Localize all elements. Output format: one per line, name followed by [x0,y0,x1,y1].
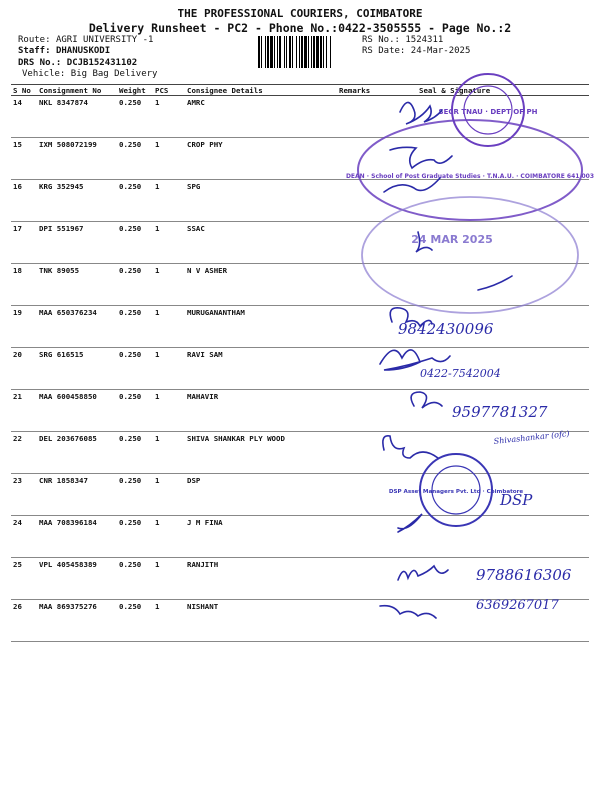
row-pcs: 1 [153,600,185,642]
row-consignment-no: MAA 650376234 [37,306,117,348]
row-sno: 24 [11,516,37,558]
row-pcs: 1 [153,180,185,222]
row-signature [395,138,589,180]
route-line [18,35,153,45]
date-stamp-text: 24 MAR 2025 [411,233,493,246]
row-consignee: CROP PHY [185,138,337,180]
table-row [11,558,589,600]
row-remarks [337,222,395,264]
row-sno: 23 [11,474,37,516]
row19-phone: 9842430096 [398,320,494,338]
row-sno: 17 [11,222,37,264]
dept-stamp-text: SECR TNAU · DEPT OF PH [438,108,538,116]
row-consignment-no: NKL 8347874 [37,96,117,138]
row-signature [395,474,589,516]
row-pcs: 1 [153,138,185,180]
rs-date-line [362,46,470,56]
row-consignee: RAVI SAM [185,348,337,390]
row-consignee: N V ASHER [185,264,337,306]
row-weight: 0.250 [117,558,153,600]
row-consignee: SPG [185,180,337,222]
row-weight: 0.250 [117,390,153,432]
row21-phone: 9597781327 [452,403,548,421]
table-row [11,180,589,222]
row-signature [395,348,589,390]
row-consignment-no: DPI 551967 [37,222,117,264]
row-remarks [337,306,395,348]
row-weight: 0.250 [117,96,153,138]
row-remarks [337,138,395,180]
row-pcs: 1 [153,348,185,390]
barcode-icon [258,36,354,68]
row-signature [395,96,589,138]
row-remarks [337,558,395,600]
col-header-pcs: PCS [153,85,185,96]
col-header-weight: Weight [117,85,153,96]
staff-line [18,46,110,56]
row-sno: 25 [11,558,37,600]
row-pcs: 1 [153,96,185,138]
col-header-sno: S No [11,85,37,96]
row-remarks [337,600,395,642]
row-signature [395,264,589,306]
row-remarks [337,348,395,390]
row-remarks [337,180,395,222]
table-row [11,600,589,642]
drs-line [18,58,137,68]
runsheet-subtitle: Delivery Runsheet - PC2 - Phone No.:0422-3505555 - Page No.:2 [88,21,512,35]
row-consignee: AMRC [185,96,337,138]
table-row [11,474,589,516]
row-consignment-no: MAA 869375276 [37,600,117,642]
runsheet-table [11,84,589,642]
rs-date-value: 24-Mar-2025 [410,46,471,56]
row-pcs: 1 [153,390,185,432]
dsp-stamp-text: DSP Asset Managers Pvt. Ltd · Coimbatore [388,489,524,495]
row-signature [395,432,589,474]
staff-value: DHANUSKODI [55,46,111,56]
row-weight: 0.250 [117,474,153,516]
dean-stamp-text: DEAN · School of Post Graduate Studies · T.N.A.U. · COIMBATORE 641 003 [345,173,595,180]
row-weight: 0.250 [117,600,153,642]
row-pcs: 1 [153,264,185,306]
row-consignment-no: IXM 508072199 [37,138,117,180]
row-signature [395,600,589,642]
staff-label: Staff: [18,46,51,56]
row-weight: 0.250 [117,348,153,390]
row-sno: 14 [11,96,37,138]
row-sno: 19 [11,306,37,348]
vehicle-value: Big Bag Delivery [70,69,158,79]
row-weight: 0.250 [117,306,153,348]
row-remarks [337,390,395,432]
row-weight: 0.250 [117,432,153,474]
row-signature [395,390,589,432]
row-consignment-no: CNR 1858347 [37,474,117,516]
drs-value: DCJB152431102 [66,58,138,68]
col-header-consignment: Consignment No [37,85,117,96]
drs-label: DRS No.: [18,58,62,68]
row-weight: 0.250 [117,222,153,264]
table-row [11,390,589,432]
row-consignment-no: SRG 616515 [37,348,117,390]
table-row [11,348,589,390]
row-consignee: RANJITH [185,558,337,600]
row20-phone: 0422-7542004 [420,367,501,380]
row26-phone: 6369267017 [476,598,559,613]
row-weight: 0.250 [117,138,153,180]
table-row [11,432,589,474]
rs-no-line [362,35,443,45]
row-pcs: 1 [153,474,185,516]
row-signature [395,516,589,558]
table-header-row [11,85,589,96]
row23-text: DSP [500,491,533,509]
col-header-signature: Seal & Signature [395,85,589,96]
row-signature [395,306,589,348]
col-header-consignee: Consignee Details [185,85,337,96]
row-pcs: 1 [153,222,185,264]
rs-no-label: RS No.: [362,35,400,45]
row-sno: 16 [11,180,37,222]
row-sno: 21 [11,390,37,432]
row-signature [395,222,589,264]
row-consignee: SSAC [185,222,337,264]
row-sno: 15 [11,138,37,180]
row22-note: Shivashankar (ofc) [493,429,570,446]
row-consignment-no: TNK 89055 [37,264,117,306]
row-sno: 22 [11,432,37,474]
row-remarks [337,516,395,558]
row-consignment-no: MAA 708396184 [37,516,117,558]
row-weight: 0.250 [117,516,153,558]
row-pcs: 1 [153,306,185,348]
table-row [11,306,589,348]
row-pcs: 1 [153,558,185,600]
row-signature [395,558,589,600]
route-label: Route: [18,35,51,45]
row-sno: 20 [11,348,37,390]
row-consignee: J M FINA [185,516,337,558]
row-consignee: MURUGANANTHAM [185,306,337,348]
row-remarks [337,96,395,138]
row-remarks [337,474,395,516]
row-pcs: 1 [153,516,185,558]
col-header-remarks: Remarks [337,85,395,96]
row-pcs: 1 [153,432,185,474]
row-consignee: DSP [185,474,337,516]
row-consignment-no: KRG 352945 [37,180,117,222]
row-weight: 0.250 [117,264,153,306]
vehicle-label: Vehicle: [22,69,66,79]
row-consignee: SHIVA SHANKAR PLY WOOD [185,432,337,474]
row-consignee: NISHANT [185,600,337,642]
row-consignee: MAHAVIR [185,390,337,432]
row-remarks [337,264,395,306]
runsheet-title: THE PROFESSIONAL COURIERS, COIMBATORE [177,7,423,20]
rs-no-value: 1524311 [405,35,444,45]
rs-date-label: RS Date: [362,46,406,56]
row25-phone: 9788616306 [476,566,572,584]
table-row [11,138,589,180]
table-row [11,222,589,264]
row-consignment-no: VPL 405458389 [37,558,117,600]
row-remarks [337,432,395,474]
row-sno: 26 [11,600,37,642]
row-signature [395,180,589,222]
table-row [11,516,589,558]
row-weight: 0.250 [117,180,153,222]
table-row [11,96,589,138]
vehicle-line [22,69,157,79]
route-value: AGRI UNIVERSITY -1 [55,35,154,45]
row-sno: 18 [11,264,37,306]
row-consignment-no: DEL 203676085 [37,432,117,474]
row-consignment-no: MAA 600458850 [37,390,117,432]
table-row [11,264,589,306]
